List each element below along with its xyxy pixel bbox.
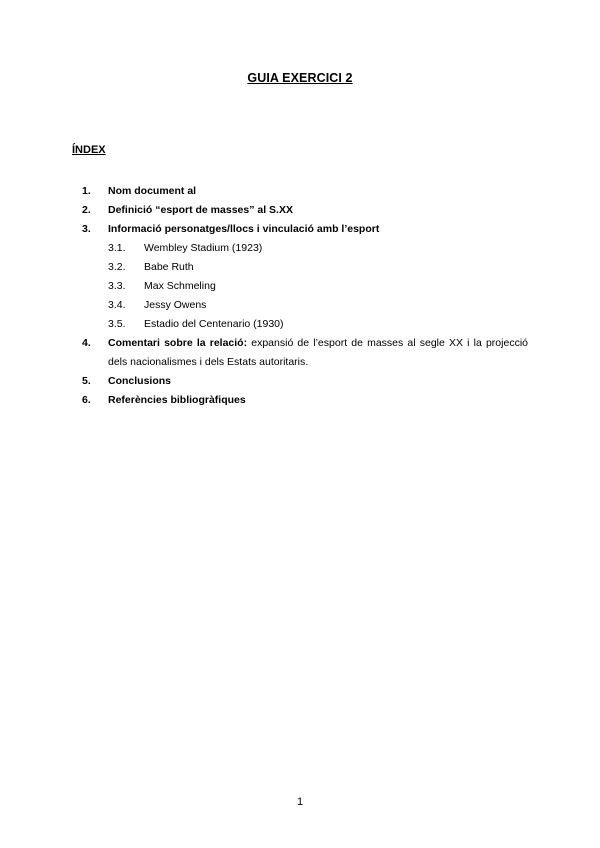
toc-item-number: 4. bbox=[82, 337, 91, 349]
toc-subitem-number: 3.4. bbox=[108, 299, 126, 311]
toc-subitem-3-4 bbox=[0, 296, 600, 315]
toc-item-label: Conclusions bbox=[108, 375, 172, 387]
toc-item-2 bbox=[0, 201, 600, 220]
toc-item-number: 2. bbox=[82, 204, 91, 216]
toc-item-label-bold: Comentari sobre la relació: bbox=[108, 337, 248, 349]
toc-item-4 bbox=[0, 334, 600, 372]
toc-item-6 bbox=[0, 391, 600, 410]
index-heading: ÍNDEX bbox=[72, 144, 106, 156]
toc-subitem-number: 3.3. bbox=[108, 280, 126, 292]
toc-subitem-label: Max Schmeling bbox=[144, 280, 216, 292]
toc-item-number: 5. bbox=[82, 375, 91, 387]
toc-subitem-number: 3.2. bbox=[108, 261, 126, 273]
toc-subitem-3-2 bbox=[0, 258, 600, 277]
toc-item-number: 1. bbox=[82, 185, 91, 197]
toc-item-text bbox=[108, 334, 528, 372]
toc-item-label: Nom document al bbox=[108, 185, 197, 197]
toc-subitem-label: Wembley Stadium (1923) bbox=[144, 242, 263, 254]
toc-subitem-number: 3.1. bbox=[108, 242, 126, 254]
table-of-contents bbox=[0, 182, 600, 410]
toc-item-3 bbox=[0, 220, 600, 239]
toc-subitem-3-1 bbox=[0, 239, 600, 258]
toc-item-label-rest: expansió de l’esport de masses al segle XX i la projecció dels nacionalismes i dels Estats autoritaris. bbox=[108, 337, 528, 368]
toc-item-1 bbox=[0, 182, 600, 201]
toc-item-label: Definició “esport de masses” al S.XX bbox=[108, 204, 293, 216]
toc-item-5 bbox=[0, 372, 600, 391]
page-number: 1 bbox=[296, 796, 304, 808]
toc-subitem-label: Jessy Owens bbox=[144, 299, 207, 311]
toc-item-number: 6. bbox=[82, 394, 91, 406]
toc-subitem-3-3 bbox=[0, 277, 600, 296]
toc-subitem-label: Babe Ruth bbox=[144, 261, 194, 273]
toc-subitem-label: Estadio del Centenario (1930) bbox=[144, 318, 284, 330]
toc-subitem-3-5 bbox=[0, 315, 600, 334]
toc-item-label: Referències bibliogràfiques bbox=[108, 394, 246, 406]
page-title: GUIA EXERCICI 2 bbox=[247, 71, 353, 85]
toc-item-label: Informació personatges/llocs i vinculació amb l’esport bbox=[108, 223, 380, 235]
toc-item-number: 3. bbox=[82, 223, 91, 235]
toc-subitem-number: 3.5. bbox=[108, 318, 126, 330]
